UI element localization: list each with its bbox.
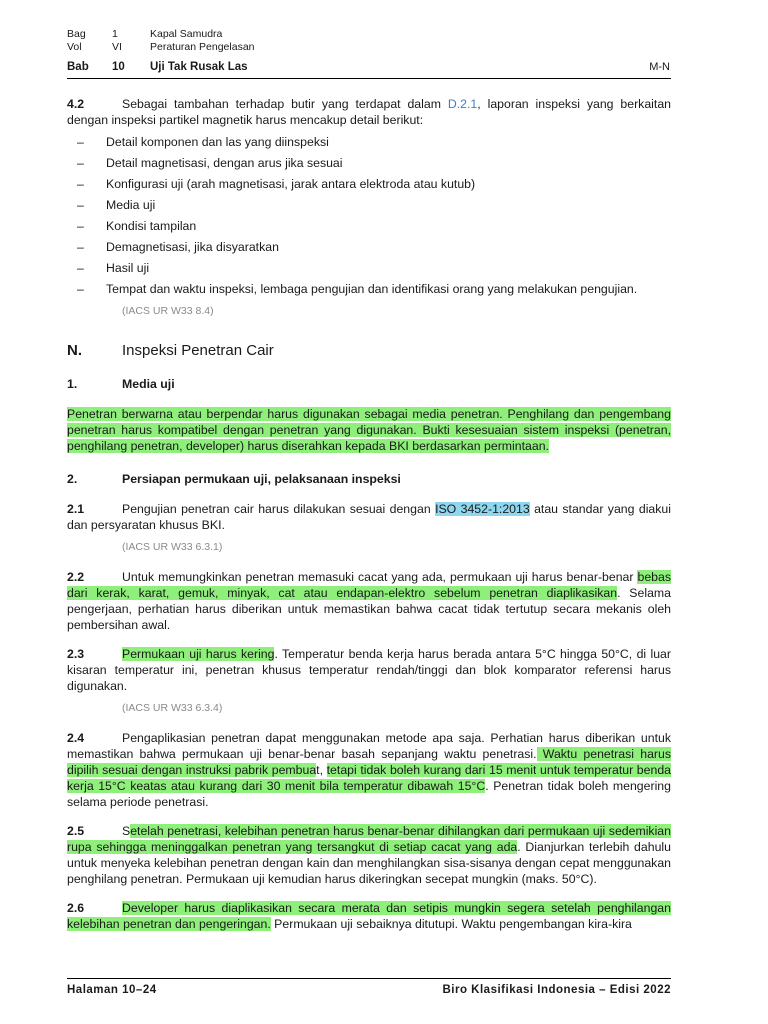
header-number: VI bbox=[112, 41, 122, 53]
list-item: – Media uji bbox=[67, 197, 671, 218]
paragraph-4-2: 4.2 Sebagai tambahan terhadap butir yang terdapat dalam D.2.1, laporan inspeksi yang berkaitan dengan inspeksi partikel magnetik harus mencakup detail berikut: bbox=[67, 97, 671, 127]
standard-reference: ISO 3452-1:2013 bbox=[435, 502, 530, 516]
page-number: Halaman 10–24 bbox=[67, 984, 157, 996]
subsection-heading-2 bbox=[67, 471, 671, 487]
page-footer bbox=[67, 984, 671, 996]
paragraph-media-uji bbox=[67, 406, 671, 454]
page-content bbox=[67, 96, 671, 932]
clause-number: 2.3 bbox=[67, 647, 85, 661]
list-item: – Konfigurasi uji (arah magnetisasi, jarak antara elektroda atau kutub) bbox=[67, 176, 671, 197]
highlighted-text: Penetran berwarna atau berpendar harus digunakan sebagai media penetran. Penghilang dan pengembang penetran harus kompatibel dengan penetran yang digunakan. Bukti kesesuaian sistem inspeksi (penetran, penghilang penetran, developer) harus diserahkan kepada BKI berdasarkan permintaan. bbox=[67, 407, 671, 453]
subsection-number: 2. bbox=[67, 472, 78, 486]
highlighted-text: Waktu penetrasi harus dipilih sesuai dengan instruksi pabrik pembua bbox=[67, 747, 671, 777]
header-title: Kapal Samudra bbox=[150, 28, 223, 40]
paragraph-2-6: 2.6 Developer harus diaplikasikan secara merata dan setipis mungkin segera setelah penghilangan kelebihan penetran dan pengeringan. Permukaan uji sebaiknya ditutupi. Waktu pengembangan kira-kira bbox=[67, 901, 671, 931]
chapter-title: Uji Tak Rusak Las bbox=[150, 61, 248, 73]
clause-number: 2.5 bbox=[67, 824, 85, 838]
subsection-title: Persiapan permukaan uji, pelaksanaan inspeksi bbox=[122, 472, 401, 486]
reference-note: (IACS UR W33 6.3.1) bbox=[122, 541, 223, 553]
header-label: Vol bbox=[67, 41, 82, 53]
subsection-title: Media uji bbox=[122, 377, 175, 391]
highlighted-text: untuk temperatur benda kerja 15°C keatas atau kurang dari 30 menit bila temperatur dibawah 15°C bbox=[67, 763, 671, 793]
paragraph-2-5: 2.5 Setelah penetrasi, kelebihan penetran harus benar-benar dihilangkan dari permukaan uji sedemikian rupa sehingga meninggalkan penetran yang tersangkut di setiap cacat yang ada. Dianjurkan terlebih dahulu untuk menyeka kelebihan penetran dengan kain dan menghilangkan sisa-sisanya dengan cepat menggunakan penghilang penetran. Permukaan uji kemudian harus dikeringkan secepat mungkin (maks. 50°C). bbox=[67, 824, 671, 886]
highlighted-text: Developer harus diaplikasikan secara merata dan setipis mungkin segera setelah penghilangan kelebihan penetran dan pengeringan. bbox=[67, 901, 671, 931]
header-number: 1 bbox=[112, 28, 118, 40]
highlighted-text: etelah penetrasi, kelebihan penetran harus benar-benar dihilangkan dari permukaan uji sedemikian rupa sehingga meninggalkan penetran yang tersangkut di setiap cacat yang ada bbox=[67, 824, 671, 854]
list-item: – Demagnetisasi, jika disyaratkan bbox=[67, 239, 671, 260]
publisher-edition: Biro Klasifikasi Indonesia – Edisi 2022 bbox=[442, 984, 671, 996]
highlighted-text: tetapi tidak boleh kurang dari 15 menit bbox=[326, 763, 537, 777]
header-number: 10 bbox=[112, 61, 125, 73]
clause-number: 2.2 bbox=[67, 570, 85, 584]
clause-number: 2.1 bbox=[67, 502, 85, 516]
subsection-heading-1 bbox=[67, 376, 671, 392]
reference-note: (IACS UR W33 6.3.4) bbox=[122, 702, 223, 714]
highlighted-text: bebas dari kerak, karat, gemuk, minyak, cat atau endapan-elektro sebelum penetran diaplikasikan bbox=[67, 570, 671, 600]
section-range-label: M-N bbox=[649, 61, 670, 73]
list-item: – Kondisi tampilan bbox=[67, 218, 671, 239]
header-label: Bab bbox=[67, 61, 89, 73]
section-number: N. bbox=[67, 342, 82, 359]
clause-number: 2.6 bbox=[67, 901, 85, 915]
cross-reference-link[interactable]: D.2.1 bbox=[447, 97, 478, 111]
reference-note: (IACS UR W33 8.4) bbox=[122, 305, 214, 317]
section-heading-n bbox=[67, 343, 671, 359]
paragraph-2-2: 2.2 Untuk memungkinkan penetran memasuki cacat yang ada, permukaan uji harus benar-benar bebas dari kerak, karat, gemuk, minyak, cat atau endapan-elektro sebelum penetran diaplikasikan. Selama pengerjaan, perhatian harus diberikan untuk memastikan bahwa cacat tidak tertutup secara mekanis oleh pembersihan awal. bbox=[67, 570, 672, 632]
paragraph-2-4: 2.4 Pengaplikasian penetran dapat menggunakan metode apa saja. Perhatian harus diberikan untuk memastikan bahwa permukaan uji benar-benar basah sepanjang waktu penetrasi. Waktu penetrasi harus dipilih sesuai dengan instruksi pabrik pembuat, tetapi tidak boleh kurang dari 15 menit untuk temperatur benda kerja 15°C keatas atau kurang dari 30 menit bila temperatur dibawah 15°C. Penetran tidak boleh mengering selama periode penetrasi. bbox=[67, 731, 671, 809]
clause-number: 4.2 bbox=[67, 97, 85, 111]
list-item: – Detail magnetisasi, dengan arus jika sesuai bbox=[67, 155, 671, 176]
subsection-number: 1. bbox=[67, 377, 78, 391]
list-item: – Detail komponen dan las yang diinspeksi bbox=[67, 134, 671, 155]
paragraph-2-3: 2.3 Permukaan uji harus kering. Temperatur benda kerja harus berada antara 5°C hingga 50°C, di luar kisaran temperatur ini, penetran khusus temperatur rendah/tinggi dan blok komparator referensi harus digunakan. bbox=[67, 647, 671, 693]
section-title: Inspeksi Penetran Cair bbox=[122, 342, 274, 359]
list-item: – Tempat dan waktu inspeksi, lembaga pengujian dan identifikasi orang yang melakukan pengujian. bbox=[67, 281, 671, 302]
highlighted-text: Permukaan uji harus kering bbox=[122, 647, 275, 661]
footer-rule bbox=[67, 978, 671, 979]
paragraph-2-1: 2.1 Pengujian penetran cair harus dilakukan sesuai dengan ISO 3452-1:2013 atau standar yang diakui dan persyaratan khusus BKI. bbox=[67, 502, 671, 532]
list-item: – Hasil uji bbox=[67, 260, 671, 281]
header-label: Bag bbox=[67, 28, 86, 40]
clause-number: 2.4 bbox=[67, 731, 85, 745]
header-title: Peraturan Pengelasan bbox=[150, 41, 255, 53]
header-rule bbox=[67, 78, 671, 79]
detail-list bbox=[67, 134, 671, 302]
